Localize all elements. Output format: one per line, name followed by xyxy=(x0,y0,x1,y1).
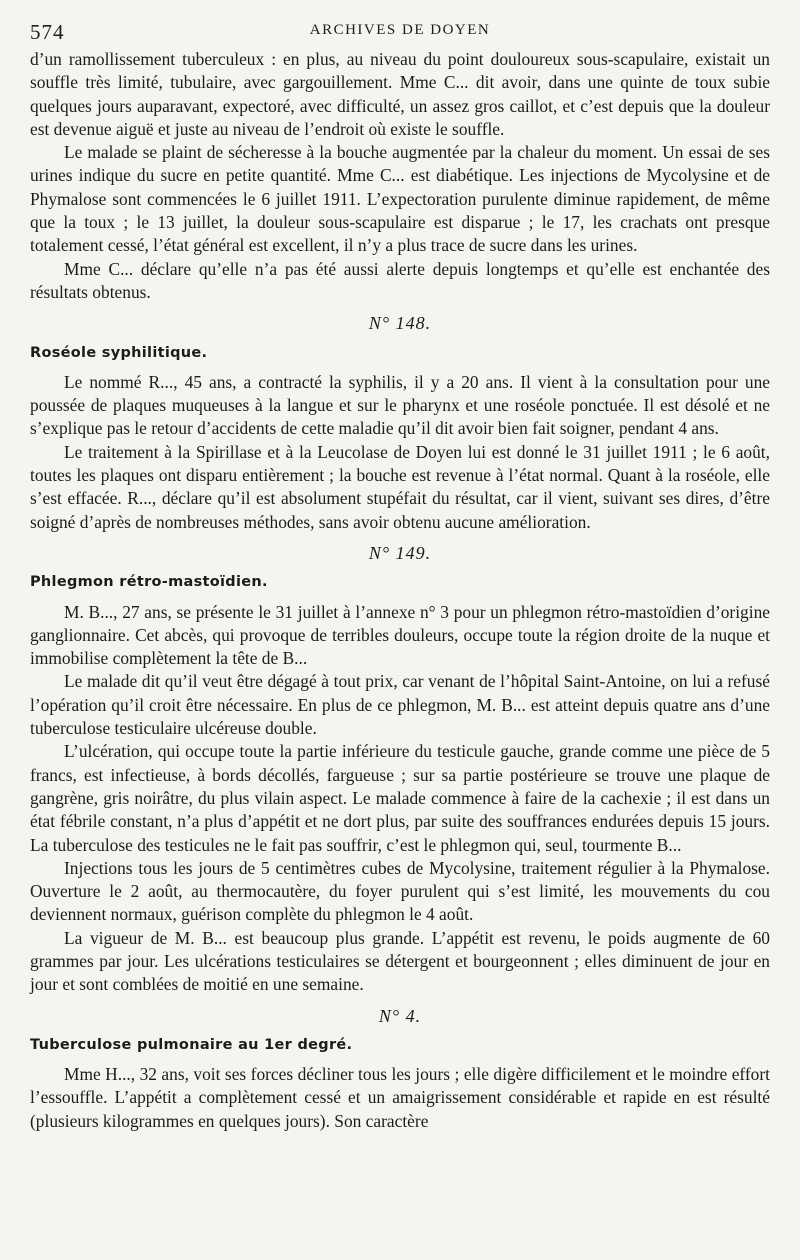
paragraph: Mme C... déclare qu’elle n’a pas été aussi alerte depuis longtemps et qu’elle est enchantée des résultats obtenus. xyxy=(30,258,770,302)
page-header xyxy=(30,14,770,48)
paragraph: d’un ramollissement tuberculeux : en plus, au niveau du point douloureux sous-scapulaire, existait un souffle très limité, tubulaire, avec gargouillement. Mme C... dit avoir, dans une quinte de toux subie quelques jours auparavant, expectoré, avec difficulté, un assez gros caillot, et c’est depuis que la douleur est devenue aiguë et juste au niveau de l’endroit où existe le souffle. xyxy=(30,49,770,139)
paragraph: L’ulcération, qui occupe toute la partie inférieure du testicule gauche, grande comme une pièce de 5 francs, est infectieuse, à bords décollés, fargueuse ; sur sa partie postérieure se trouve une plaque de gangrène, gris noirâtre, du plus vilain aspect. Le malade commence à faire de la cachexie ; il est dans un état fébrile constant, n’a plus d’appétit et ne dort plus, par suite des souffrances endurées depuis 15 jours. La tuberculose des testicules ne le fait pas souffrir, c’est le phlegmon qui, seul, tourmente B... xyxy=(30,741,770,855)
paragraph: Le nommé R..., 45 ans, a contracté la syphilis, il y a 20 ans. Il vient à la consultation pour une poussée de plaques muqueuses à la langue et sur le pharynx et une roséole ponctuée. Il est désolé et ne s’explique pas le retour d’accidents de cette maladie qu’il dit avoir bien fait soigner, pendant 4 ans. xyxy=(30,371,770,439)
page-number: 574 xyxy=(30,20,65,44)
paragraph: Le malade se plaint de sécheresse à la bouche augmentée par la chaleur du moment. Un essai de ses urines indique du sucre en petite quantité. Mme C... est diabétique. Les injections de Mycolysine et de Phymalose sont commencées le 6 juillet 1911. L’expectoration purulente diminue rapidement, de même que la toux ; le 13 juillet, la douleur sous-scapulaire est disparue ; le 17, les crachats ont presque totalement cessé, l’état général est excellent, il n’y a plus trace de sucre dans les urines. xyxy=(30,142,770,256)
case-title: Phlegmon rétro-mastoïdien. xyxy=(30,574,268,591)
paragraph: Mme H..., 32 ans, voit ses forces décliner tous les jours ; elle digère difficilement et le moindre effort l’essouffle. L’appétit a complètement cessé et un amaigrissement considérable et rapide en est résulté (plusieurs kilogrammes en quelques jours). Son caractère xyxy=(30,1064,770,1131)
running-head: ARCHIVES DE DOYEN xyxy=(309,22,491,38)
paragraph: Injections tous les jours de 5 centimètres cubes de Mycolysine, traitement régulier à la Phymalose. Ouverture le 2 août, au thermocautère, du foyer purulent qui s’est limité, les mouvements du cou deviennent normaux, guérison complète du phlegmon le 4 août. xyxy=(30,857,770,925)
case-number: N° 148. xyxy=(368,313,432,334)
paragraph: La vigueur de M. B... est beaucoup plus grande. L’appétit est revenu, le poids augmente de 60 grammes par jour. Les ulcérations testiculaires se détergent et bourgeonnent ; elles diminuent de jour en jour et sont comblées de moitié en une semaine. xyxy=(30,927,770,995)
paragraph: M. B..., 27 ans, se présente le 31 juillet à l’annexe n° 3 pour un phlegmon rétro-mastoïdien d’origine ganglionnaire. Cet abcès, qui provoque de terribles douleurs, occupe toute la région droite de la nuque et immobilise complètement la tête de B... xyxy=(30,601,770,669)
paragraph: Le malade dit qu’il veut être dégagé à tout prix, car venant de l’hôpital Saint-Antoine, on lui a refusé l’opération qu’il croit être nécessaire. En plus de ce phlegmon, M. B... est atteint depuis quatre ans d’une tuberculose testiculaire ulcéreuse double. xyxy=(30,671,770,739)
case-number: N° 4. xyxy=(378,1005,422,1026)
case-title: Tuberculose pulmonaire au 1er degré. xyxy=(30,1036,353,1053)
paragraph: Le traitement à la Spirillase et à la Leucolase de Doyen lui est donné le 31 juillet 1911 ; le 6 août, toutes les plaques ont disparu entièrement ; la bouche est revenue à l’état normal. Quant à la roséole, elle s’est effacée. R..., déclare qu’il est absolument stupéfait du résultat, car il vient, suivant ses dires, d’être soigné d’après de nombreuses méthodes, sans avoir obtenu aucune amélioration. xyxy=(30,441,770,532)
case-number: N° 149. xyxy=(368,542,432,563)
case-title: Roséole syphilitique. xyxy=(30,344,208,361)
page-body xyxy=(30,48,770,1133)
